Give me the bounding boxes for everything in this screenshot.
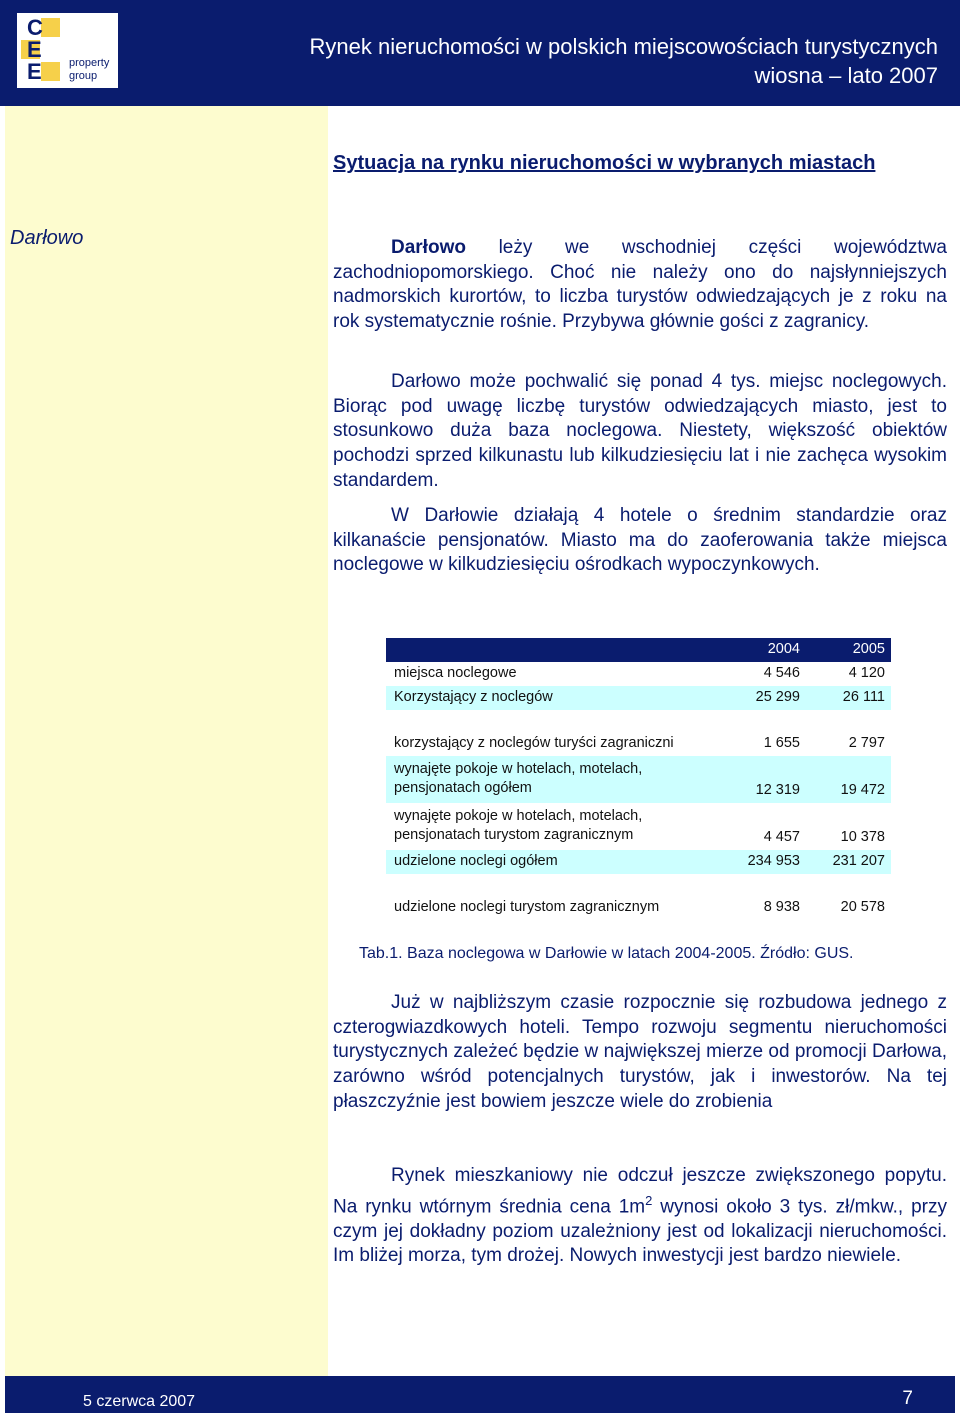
table-row-label: udzielone noclegi ogółem [394,853,558,869]
logo-grid [21,15,61,84]
table-cell-2004: 25 299 [755,689,800,705]
table-spacer [386,710,891,732]
logo-letter-c: C [27,15,43,40]
table-header-2005: 2005 [852,641,885,657]
table-cell-2005: 4 120 [848,665,885,681]
table-cell-2005: 26 111 [842,689,885,705]
table-cell-2004: 4 546 [763,665,800,681]
logo-letter-e2: E [27,59,42,84]
paragraph-development-text: Już w najbliższym czasie rozpocznie się rozbudowa jednego z czterogwiazdkowych hoteli. Tempo rozwoju segmentu nieruchomości turystycznych zależeć będzie w największej mierze od promocji Darłowa, zarówno wśród potencjalnych turystów, jak i inwestorów. Na tej płaszczyźnie jest bowiem jeszcze wiele do zrobienia [333,992,947,1112]
table-cell-2004: 4 457 [763,829,800,845]
table-caption: Tab.1. Baza noclegowa w Darłowie w latach 2004-2005. Źródło: GUS. [359,945,854,962]
table-cell-2005: 231 207 [832,853,885,869]
table-row-label: miejsca noclegowe [394,665,517,681]
sidebar [5,106,328,1376]
table-row [386,756,891,803]
table-cell-2005: 19 472 [840,782,885,798]
table-cell-2005: 10 378 [840,829,885,845]
report-title-line2: wiosna – lato 2007 [754,63,938,88]
table-cell-2005: 20 578 [840,899,885,915]
paragraph-intro-lead: Darłowo [391,237,466,258]
paragraph-accommodation-text: Darłowo może pochwalić się ponad 4 tys. miejsc noclegowych. Biorąc pod uwagę liczbę turystów odwiedzających miasto, jest to stosunkowo duża baza noclegowa. Niestety, większość obiektów pochodzi sprzed kilkunastu lub kilkudziesięciu lat i nie zachęca wysokim standardem. [333,371,947,491]
page-header [0,0,960,106]
sidebar-city-label: Darłowo [10,227,84,249]
table-cell-2004: 1 655 [763,735,800,751]
footer-date: 5 czerwca 2007 [83,1393,196,1410]
page-footer [5,1376,955,1413]
table-row-label: korzystający z noclegów turyści zagraniczni [394,735,674,751]
table-row [386,850,891,874]
table-cell-2005: 2 797 [848,735,885,751]
table-header-row [386,638,891,662]
table-row [386,896,891,920]
paragraph-intro [333,236,947,335]
paragraph-development [333,991,947,1115]
paragraph-intro-text: leży we wschodniej części województwa zachodniopomorskiego. Choć nie należy ono do najsłynniejszych nadmorskich kurortów, to liczba turystów odwiedzających je z roku na rok systematycznie rośnie. Przybywa głównie gości z zagranicy. [333,237,947,333]
section-title: Sytuacja na rynku nieruchomości w wybranych miastach [333,152,876,174]
paragraph-housing-text-b: wynosi około 3 tys. zł/mkw., przy czym jej dokładny poziom uzależniony jest od lokalizacji nieruchomości. Im bliżej morza, tym drożej. Nowych inwestycji jest bardzo niewiele. [333,1196,948,1267]
paragraph-hotels [333,504,947,578]
table-cell-2004: 234 953 [747,853,800,869]
table-spacer [386,874,891,896]
table-row-label: Korzystający z noclegów [394,689,553,705]
table-row [386,732,891,756]
table-row [386,803,891,850]
report-title [310,32,938,90]
paragraph-accommodation [333,370,947,494]
table-row-label: udzielone noclegi turystom zagranicznym [394,899,660,915]
table-cell-2004: 12 319 [755,782,800,798]
logo-letter-e1: E [27,37,42,62]
paragraph-hotels-text: W Darłowie działają 4 hotele o średnim standardzie oraz kilkanaście pensjonatów. Miasto ma do zaoferowania także miejsca noclegowe w kilkudziesięciu ośrodkach wypoczynkowych. [333,505,947,576]
report-title-line1: Rynek nieruchomości w polskich miejscowościach turystycznych [309,34,938,59]
paragraph-housing [333,1164,947,1269]
accommodation-table [386,638,891,920]
table-row [386,662,891,686]
table-row-label: wynajęte pokoje w hotelach, motelach, pensjonatach turystom zagranicznym [394,808,643,843]
logo-text-property: property [69,57,110,69]
paragraph-housing-sup: 2 [645,1192,653,1208]
table-header-2004: 2004 [767,641,800,657]
cee-logo [17,13,118,88]
table-row [386,686,891,710]
paragraph-housing-text-a: Rynek mieszkaniowy nie odczuł jeszcze zwiększonego popytu. Na rynku wtórnym średnia cena 1m [333,1165,947,1218]
table-cell-2004: 8 938 [763,899,800,915]
table-row-label: wynajęte pokoje w hotelach, motelach, pensjonatach ogółem [394,761,643,796]
page-number: 7 [902,1388,913,1409]
logo-text-group: group [69,70,98,82]
